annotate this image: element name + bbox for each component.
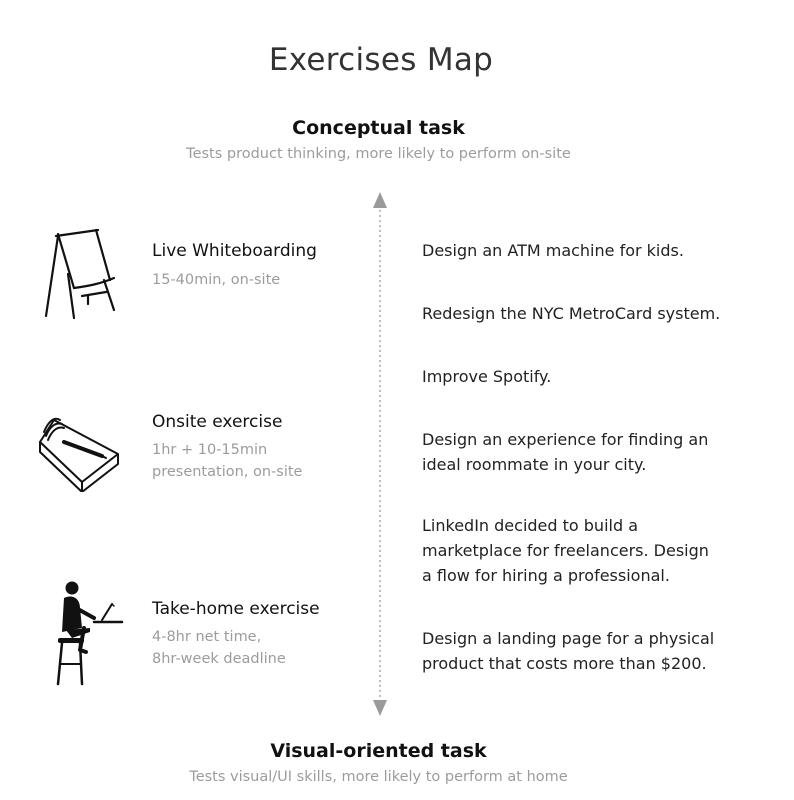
prompt-line: Design an experience for finding an: [422, 430, 709, 449]
prompt-line: product that costs more than $200.: [422, 654, 707, 673]
page-title: Exercises Map: [268, 42, 494, 78]
axis-top-subtitle: Tests product thinking, more likely to perform on-site: [186, 146, 571, 162]
arrow-down-head: [373, 700, 387, 716]
vertical-axis-arrow: [368, 188, 392, 720]
arrow-up-head: [373, 192, 387, 208]
prompt-line: ideal roommate in your city.: [422, 455, 647, 474]
prompt-item: [422, 238, 782, 263]
prompt-item: [422, 626, 782, 676]
exercise-meta-line-2: 8hr-week deadline: [152, 651, 286, 667]
exercise-name: Live Whiteboarding: [152, 241, 317, 261]
prompt-line: LinkedIn decided to build a: [422, 516, 639, 535]
prompt-line: Design an ATM machine for kids.: [422, 241, 684, 260]
prompt-line: Redesign the NYC MetroCard system.: [422, 304, 721, 323]
axis-top-label: Conceptual task: [292, 117, 465, 139]
exercise-meta-line-1: 1hr + 10-15min: [152, 442, 268, 458]
prompt-item: [422, 301, 782, 326]
exercise-meta-line-2: presentation, on-site: [152, 464, 303, 480]
axis-bottom-subtitle: Tests visual/UI skills, more likely to perform at home: [189, 769, 568, 785]
exercise-name: Take-home exercise: [152, 599, 320, 619]
notepad-pen-icon: [34, 412, 130, 492]
prompt-line: a flow for hiring a professional.: [422, 566, 670, 585]
whiteboard-easel-icon: [42, 224, 122, 322]
exercise-meta: 15-40min, on-site: [152, 272, 281, 288]
prompt-line: marketplace for freelancers. Design: [422, 541, 709, 560]
exercise-name: Onsite exercise: [152, 412, 283, 432]
prompt-item: [422, 427, 782, 477]
prompt-line: Improve Spotify.: [422, 367, 552, 386]
prompt-item: [422, 364, 782, 389]
person-laptop-icon: [50, 580, 126, 686]
axis-bottom-label: Visual-oriented task: [270, 740, 487, 762]
exercise-meta-line-1: 4-8hr net time,: [152, 629, 262, 645]
prompt-line: Design a landing page for a physical: [422, 629, 715, 648]
prompt-item: [422, 513, 782, 588]
